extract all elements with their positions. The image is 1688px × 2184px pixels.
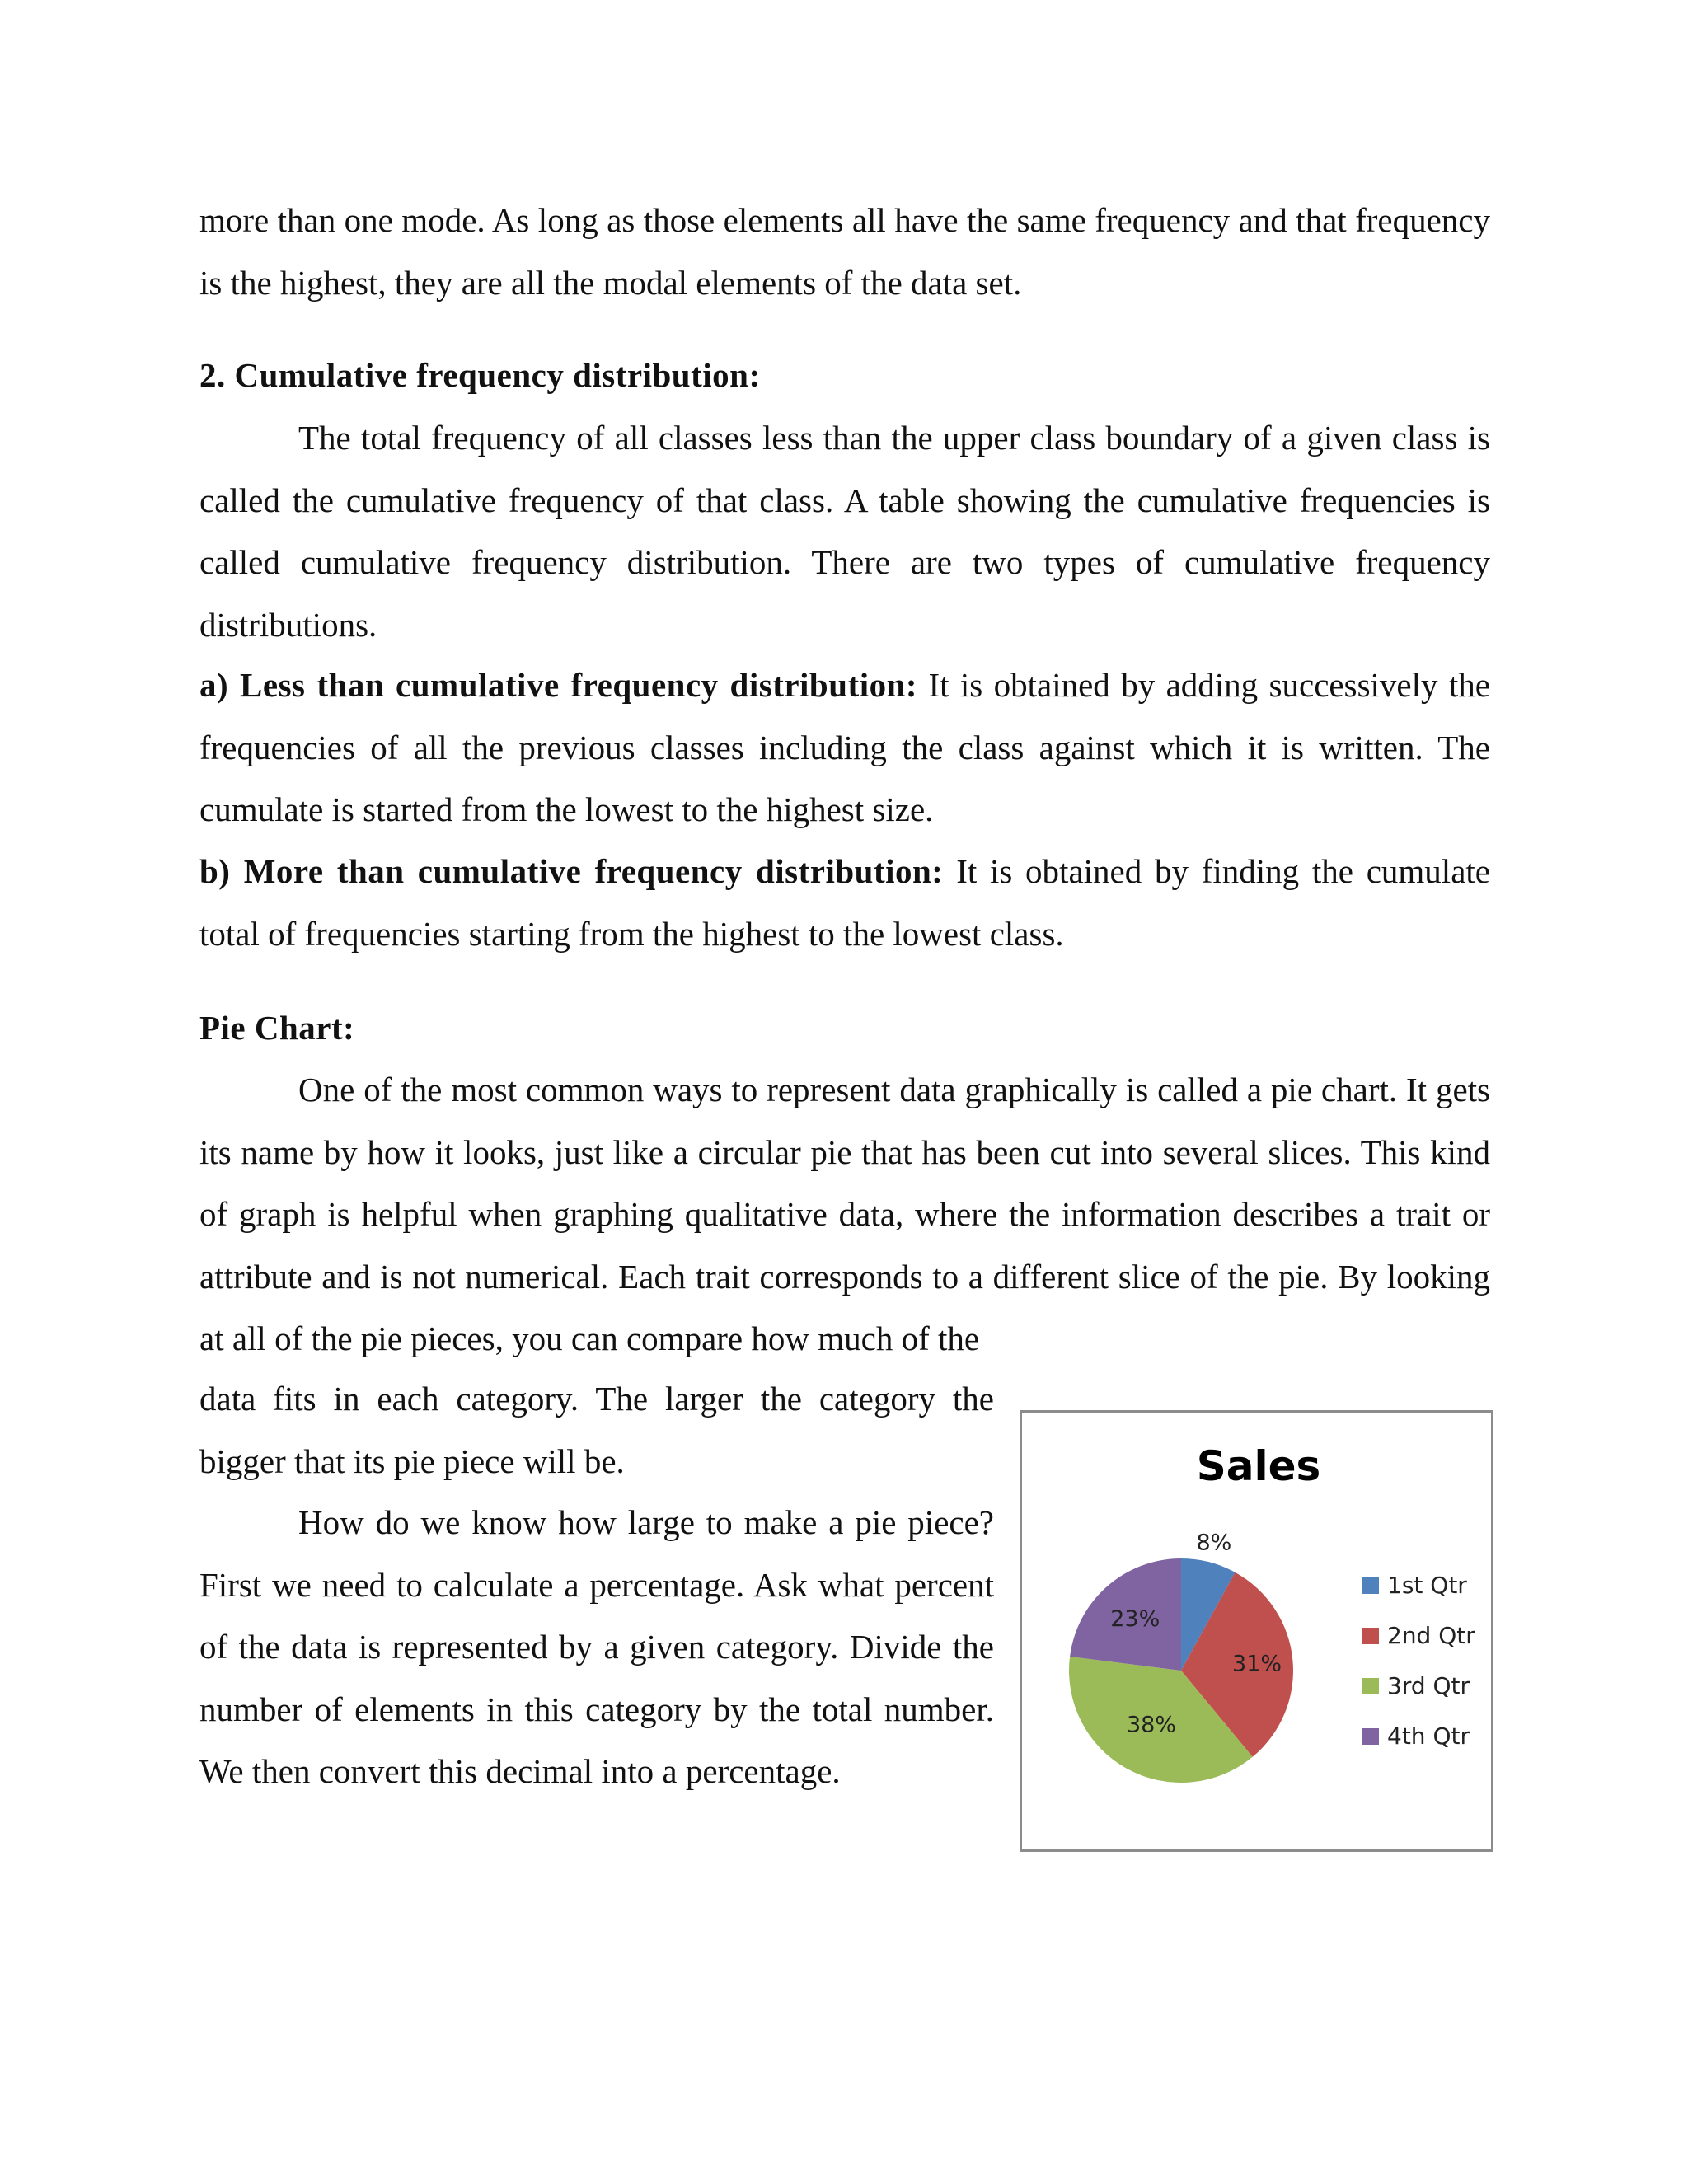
legend-swatch-1st-qtr bbox=[1362, 1577, 1379, 1594]
less-than-text: It is obtained by adding successively the frequencies of all the previous classes including the class against which it is written. The cumulate is started from the lowest to the highest size. bbox=[199, 666, 1491, 828]
legend-label-4th-qtr: 4th Qtr bbox=[1387, 1722, 1470, 1750]
paragraph-more-than bbox=[199, 841, 1490, 965]
paragraph-less-than bbox=[199, 654, 1490, 841]
pie-chart-svg bbox=[1022, 1413, 1491, 1849]
heading-cumulative-frequency: 2. Cumulative frequency distribution: bbox=[199, 356, 761, 394]
legend-label-1st-qtr: 1st Qtr bbox=[1387, 1572, 1467, 1599]
chart-title: Sales bbox=[1196, 1442, 1321, 1490]
paragraph-pie-intro: One of the most common ways to represent data graphically is called a pie chart. It gets its name by how it looks, just like a circular pie that has been cut into several slices. This kind of graph is helpful when graphing qualitative data, where the information describes a trait or attribute and is not numerical. Each trait corresponds to a different slice of the pie. By looking at all of the pie pieces, you can compare how much of the bbox=[199, 1071, 1490, 1357]
legend-swatch-2nd-qtr bbox=[1362, 1628, 1379, 1644]
pie-label-3rd-qtr: 38% bbox=[1126, 1712, 1176, 1738]
paragraph-mode-continuation: more than one mode. As long as those elements all have the same frequency and that frequency is the highest, they are all the modal elements of the data set. bbox=[199, 201, 1490, 302]
legend-label-2nd-qtr: 2nd Qtr bbox=[1387, 1622, 1475, 1649]
legend-label-3rd-qtr: 3rd Qtr bbox=[1387, 1672, 1470, 1699]
heading-pie-chart: Pie Chart: bbox=[199, 1009, 355, 1047]
sales-pie-chart bbox=[1020, 1410, 1493, 1852]
legend-swatch-4th-qtr bbox=[1362, 1728, 1379, 1745]
chart-legend bbox=[1362, 1572, 1475, 1750]
less-than-term: a) Less than cumulative frequency distribution: bbox=[199, 666, 918, 704]
paragraph-percentage: How do we know how large to make a pie piece? First we need to calculate a percentage. Ask what percent of the data is represented by a given category. Divide the number of elements in this category by the total number. We then convert this decimal into a percentage. bbox=[199, 1503, 994, 1790]
pie-label-2nd-qtr: 31% bbox=[1232, 1651, 1282, 1677]
more-than-term: b) More than cumulative frequency distribution: bbox=[199, 852, 944, 890]
legend-swatch-3rd-qtr bbox=[1362, 1678, 1379, 1694]
paragraph-cumulative-definition: The total frequency of all classes less than the upper class boundary of a given class is called the cumulative frequency of that class. A table showing the cumulative frequencies is called cumulative frequency distribution. There are two types of cumulative frequency distributions. bbox=[199, 419, 1490, 644]
pie-label-1st-qtr: 8% bbox=[1196, 1530, 1232, 1556]
more-than-text: It is obtained by finding the cumulate total of frequencies starting from the highest to the lowest class. bbox=[199, 852, 1490, 953]
paragraph-pie-size: data fits in each category. The larger the category the bigger that its pie piece will be. bbox=[199, 1380, 994, 1480]
pie-label-4th-qtr: 23% bbox=[1110, 1605, 1160, 1632]
